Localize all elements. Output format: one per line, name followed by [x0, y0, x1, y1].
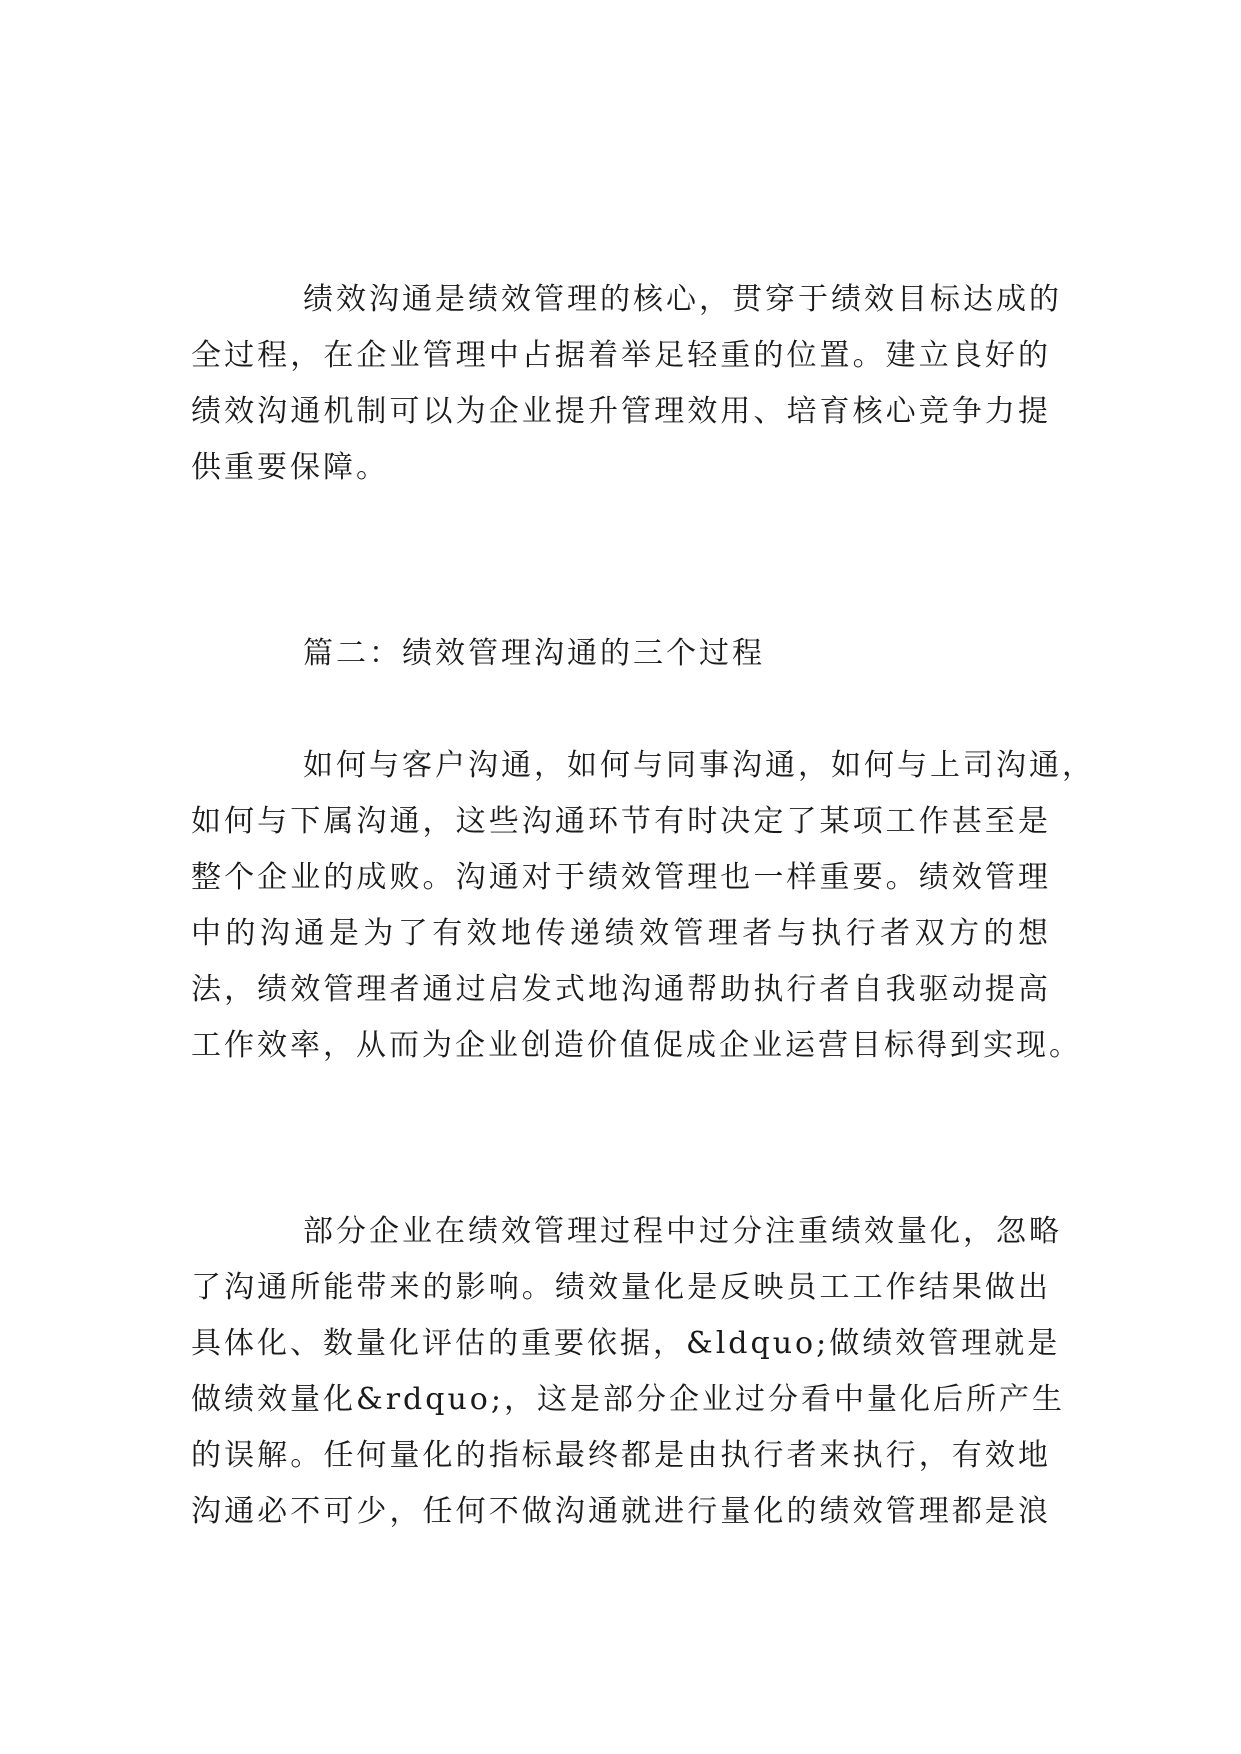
paragraph-1-line-1: 绩效沟通是绩效管理的核心，贯穿于绩效目标达成的: [303, 282, 1062, 317]
paragraph-3-line-4: 做绩效量化&rdquo;，这是部分企业过分看中量化后所产生: [191, 1382, 1065, 1417]
paragraph-3-line-2: 了沟通所能带来的影响。绩效量化是反映员工工作结果做出: [191, 1270, 1051, 1305]
paragraph-3-line-5: 的误解。任何量化的指标最终都是由执行者来执行，有效地: [191, 1438, 1051, 1473]
paragraph-3-line-1: 部分企业在绩效管理过程中过分注重绩效量化，忽略: [303, 1214, 1062, 1249]
paragraph-2-line-5: 法，绩效管理者通过启发式地沟通帮助执行者自我驱动提高: [191, 972, 1051, 1007]
paragraph-3-line-3: 具体化、数量化评估的重要依据，&ldquo;做绩效管理就是: [191, 1326, 1061, 1361]
paragraph-2-line-4: 中的沟通是为了有效地传递绩效管理者与执行者双方的想: [191, 916, 1051, 951]
paragraph-1-line-2: 全过程，在企业管理中占据着举足轻重的位置。建立良好的: [191, 338, 1051, 373]
paragraph-1-line-4: 供重要保障。: [191, 450, 389, 485]
paragraph-2-line-1: 如何与客户沟通，如何与同事沟通，如何与上司沟通，: [303, 748, 1095, 783]
paragraph-3-line-6: 沟通必不可少，任何不做沟通就进行量化的绩效管理都是浪: [191, 1494, 1051, 1529]
section-heading: 篇二：绩效管理沟通的三个过程: [303, 636, 765, 671]
paragraph-1-line-3: 绩效沟通机制可以为企业提升管理效用、培育核心竞争力提: [191, 394, 1051, 429]
paragraph-2-line-2: 如何与下属沟通，这些沟通环节有时决定了某项工作甚至是: [191, 804, 1051, 839]
paragraph-2-line-6: 工作效率，从而为企业创造价值促成企业运营目标得到实现。: [191, 1028, 1082, 1063]
paragraph-2-line-3: 整个企业的成败。沟通对于绩效管理也一样重要。绩效管理: [191, 860, 1051, 895]
